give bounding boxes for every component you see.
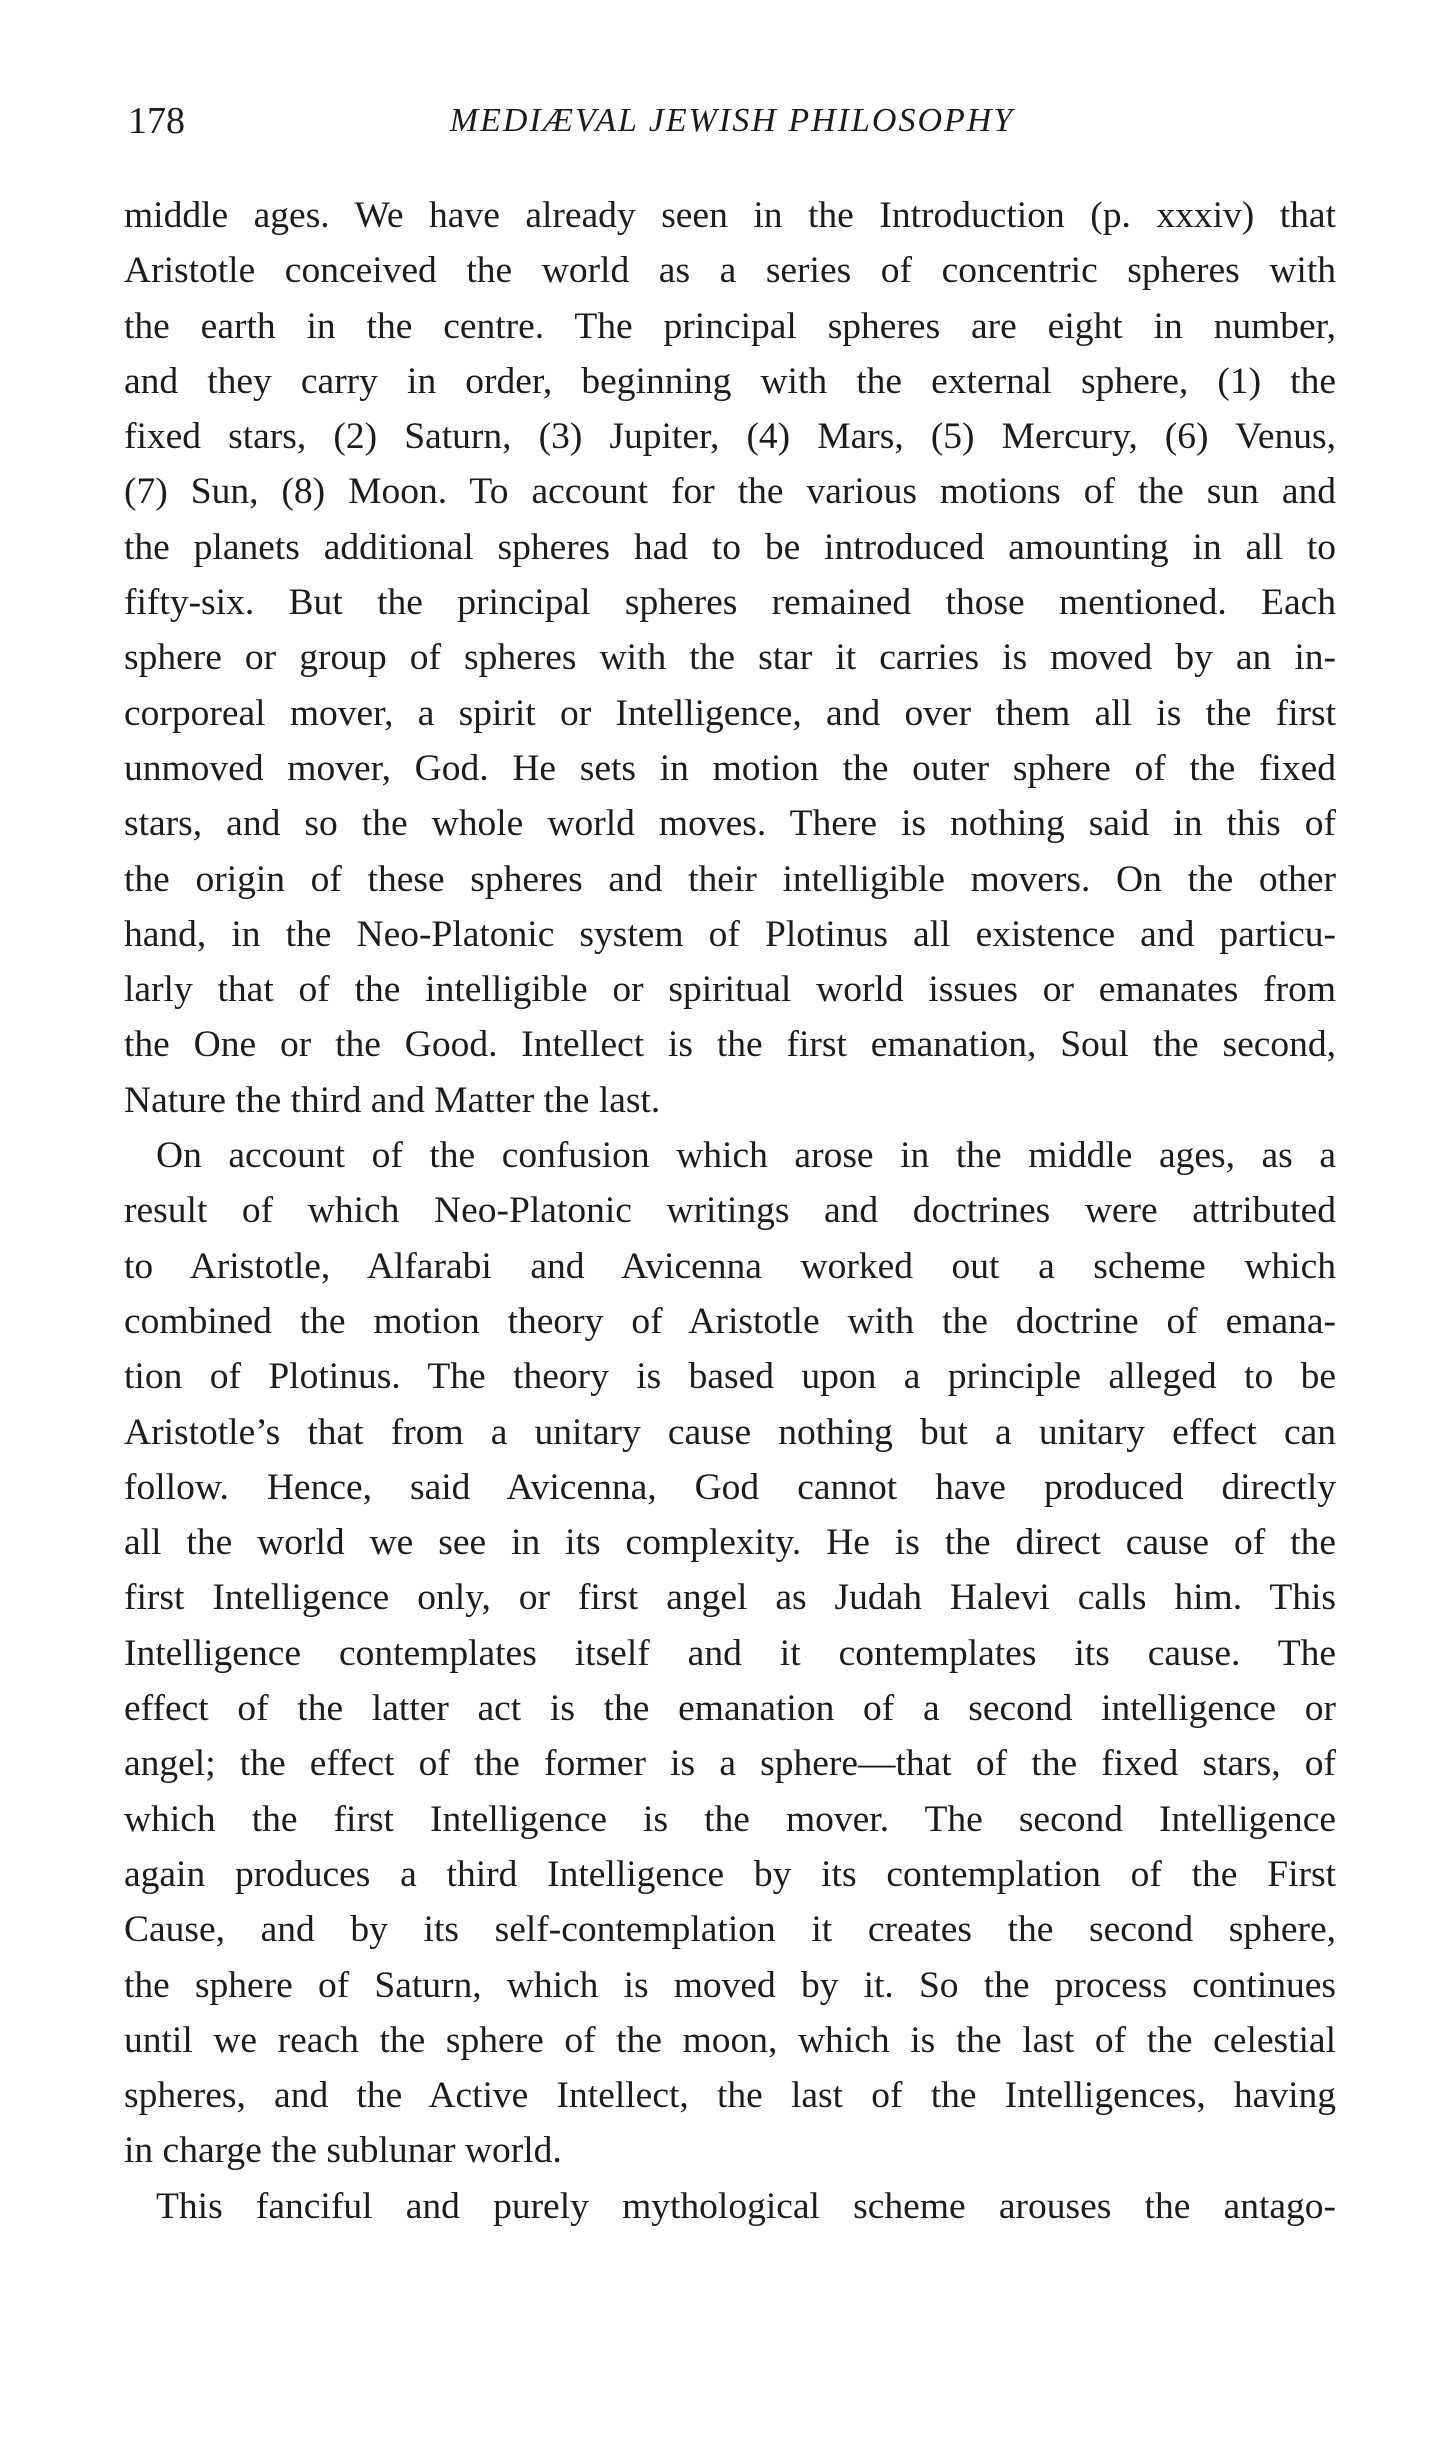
text-line: Aristotle’s that from a unitary cause nothing but a unitary effect can [124, 1411, 1336, 1453]
text-line: angel; the effect of the former is a sphere—that of the fixed stars, of [124, 1743, 1336, 1785]
text-line: hand, in the Neo-Platonic system of Plotinus all existence and particu- [124, 913, 1336, 955]
text-line: This fanciful and purely mythological scheme arouses the antago- [156, 2185, 1336, 2227]
text-line: spheres, and the Active Intellect, the last of the Intelligences, having [124, 2075, 1336, 2117]
text-line: middle ages. We have already seen in the Introduction (p. xxxiv) that [124, 195, 1336, 236]
text-line: and they carry in order, beginning with the external sphere, (1) the [124, 360, 1336, 402]
text-line: sphere or group of spheres with the star it carries is moved by an in- [124, 637, 1336, 679]
text-line: tion of Plotinus. The theory is based upon a principle alleged to be [124, 1356, 1336, 1398]
text-line: in charge the sublunar world. [124, 2130, 562, 2172]
paragraph-1 [124, 188, 1336, 1128]
text-line: Cause, and by its self-contemplation it creates the second sphere, [124, 1909, 1336, 1951]
text-line: Intelligence contemplates itself and it contemplates its cause. The [124, 1632, 1336, 1674]
text-line: larly that of the intelligible or spiritual world issues or emanates from [124, 969, 1336, 1011]
text-line: (7) Sun, (8) Moon. To account for the various motions of the sun and [124, 471, 1336, 513]
text-line: all the world we see in its complexity. He is the direct cause of the [124, 1522, 1336, 1564]
text-line: effect of the latter act is the emanation of a second intelligence or [124, 1688, 1336, 1730]
text-line: the One or the Good. Intellect is the first emanation, Soul the second, [124, 1024, 1336, 1066]
text-line: which the first Intelligence is the mover. The second Intelligence [124, 1798, 1336, 1840]
page-number: 178 [128, 100, 185, 142]
text-line: combined the motion theory of Aristotle with the doctrine of emana- [124, 1300, 1336, 1342]
running-title: MEDIÆVAL JEWISH PHILOSOPHY [449, 102, 1015, 139]
text-line: On account of the confusion which arose in the middle ages, as a [156, 1135, 1336, 1177]
text-line: unmoved mover, God. He sets in motion the outer sphere of the fixed [124, 747, 1336, 789]
body-text [124, 188, 1336, 2234]
text-line: the earth in the centre. The principal spheres are eight in number, [124, 305, 1336, 347]
text-line: fifty-six. But the principal spheres remained those mentioned. Each [124, 582, 1336, 624]
text-line: fixed stars, (2) Saturn, (3) Jupiter, (4) Mars, (5) Mercury, (6) Venus, [124, 416, 1336, 458]
text-line: the planets additional spheres had to be introduced amounting in all to [124, 526, 1336, 568]
text-line: the origin of these spheres and their intelligible movers. On the other [124, 858, 1336, 900]
text-line: corporeal mover, a spirit or Intelligence, and over them all is the first [124, 692, 1336, 734]
text-line: until we reach the sphere of the moon, which is the last of the celestial [124, 2019, 1336, 2061]
text-line: Nature the third and Matter the last. [124, 1079, 661, 1121]
text-line: first Intelligence only, or first angel as Judah Halevi calls him. This [124, 1577, 1336, 1619]
text-line: result of which Neo-Platonic writings and doctrines were attributed [124, 1190, 1336, 1232]
text-line: the sphere of Saturn, which is moved by it. So the process continues [124, 1964, 1336, 2006]
text-line: follow. Hence, said Avicenna, God cannot have produced directly [124, 1466, 1336, 1508]
text-line: again produces a third Intelligence by its contemplation of the First [124, 1853, 1336, 1895]
text-line: Aristotle conceived the world as a series of concentric spheres with [124, 250, 1336, 292]
paragraph-2 [124, 1128, 1336, 2179]
text-line: stars, and so the whole world moves. There is nothing said in this of [124, 803, 1336, 845]
running-head [128, 96, 1336, 146]
paragraph-3 [124, 2179, 1336, 2234]
text-line: to Aristotle, Alfarabi and Avicenna worked out a scheme which [124, 1245, 1336, 1287]
